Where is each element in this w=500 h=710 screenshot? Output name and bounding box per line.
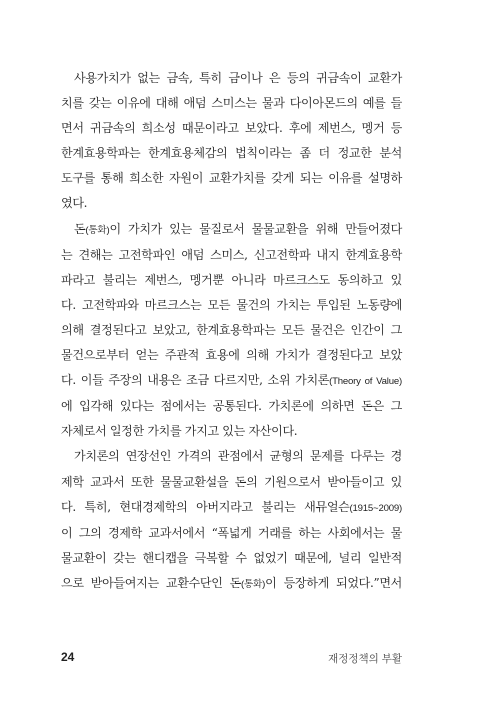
text-line: 는 견해는 고전학파인 애덤 스미스, 신고전학파 내지 한계효용학 <box>61 247 402 262</box>
text-line: 제학 교과서 또한 물물교환설을 돈의 기원으로서 받아들이고 있 <box>61 474 402 489</box>
text-line: 도구를 통해 희소한 자원이 교환가치를 갖게 되는 이유를 설명하 <box>61 171 402 186</box>
annotation-text: (1915~2009) <box>349 502 402 514</box>
text-line: 가치론의 연장선인 가격의 관점에서 균형의 문제를 다루는 경 <box>74 449 402 464</box>
text-line <box>61 571 402 597</box>
text-run: 다. 이들 주장의 내용은 조금 다르지만, 소위 가치론 <box>61 373 330 388</box>
annotation-text: (통화) <box>241 578 266 590</box>
text-line <box>61 217 402 243</box>
text-run: 다. 특히, 현대경제학의 아버지라고 불리는 새뮤얼슨 <box>61 499 350 514</box>
text-line: 였다. <box>61 196 88 211</box>
text-line: 다. 고전학파와 마르크스는 모든 물건의 가치는 투입된 노동량에 <box>61 297 402 312</box>
text-line: 의해 결정된다고 보았고, 한계효용학파는 모든 물건은 인간이 그 <box>61 322 402 337</box>
text-line: 자체로서 일정한 가치를 가지고 있는 자산이다. <box>61 424 298 439</box>
text-run: 돈 <box>74 221 86 236</box>
page-number: 24 <box>61 650 75 664</box>
text-line <box>61 495 402 521</box>
text-run: 이 등장하게 되었다.”면서 <box>265 575 402 590</box>
text-line: 사용가치가 없는 금속, 특히 금이나 은 등의 귀금속이 교환가 <box>74 71 402 85</box>
text-line: 치를 갖는 이유에 대해 애덤 스미스는 물과 다이아몬드의 예를 들 <box>61 96 402 111</box>
text-line: 에 입각해 있다는 점에서는 공통된다. 가치론에 의하면 돈은 그 <box>61 399 402 414</box>
body-text <box>61 66 402 597</box>
text-line: 물교환이 갖는 핸디캡을 극복할 수 없었기 때문에, 널리 일반적 <box>61 550 402 565</box>
annotation-text: (통화) <box>85 224 110 236</box>
text-line: 이 그의 경제학 교과서에서 “폭넓게 거래를 하는 사회에서는 물 <box>61 525 402 540</box>
text-run: 이 가치가 있는 물질로서 물물교환을 위해 만들어졌다 <box>109 221 402 236</box>
paragraph-1 <box>61 66 402 217</box>
text-line: 파라고 불리는 제번스, 멩거뿐 아니라 마르크스도 동의하고 있 <box>61 272 402 287</box>
text-line: 면서 귀금속의 희소성 때문이라고 보았다. 후에 제번스, 멩거 등 <box>61 121 402 136</box>
text-line: 물건으로부터 얻는 주관적 효용에 의해 가치가 결정된다고 보았 <box>61 348 402 363</box>
paragraph-2 <box>61 217 402 445</box>
paragraph-3 <box>61 444 402 597</box>
annotation-text: (Theory of Value) <box>329 376 402 388</box>
text-run: 으로 받아들여지는 교환수단인 돈 <box>61 575 241 590</box>
text-line: 한계효용학파는 한계효용체감의 법칙이라는 좀 더 정교한 분석 <box>61 146 402 161</box>
text-line <box>61 368 402 394</box>
running-title: 재정정책의 부활 <box>328 653 402 665</box>
